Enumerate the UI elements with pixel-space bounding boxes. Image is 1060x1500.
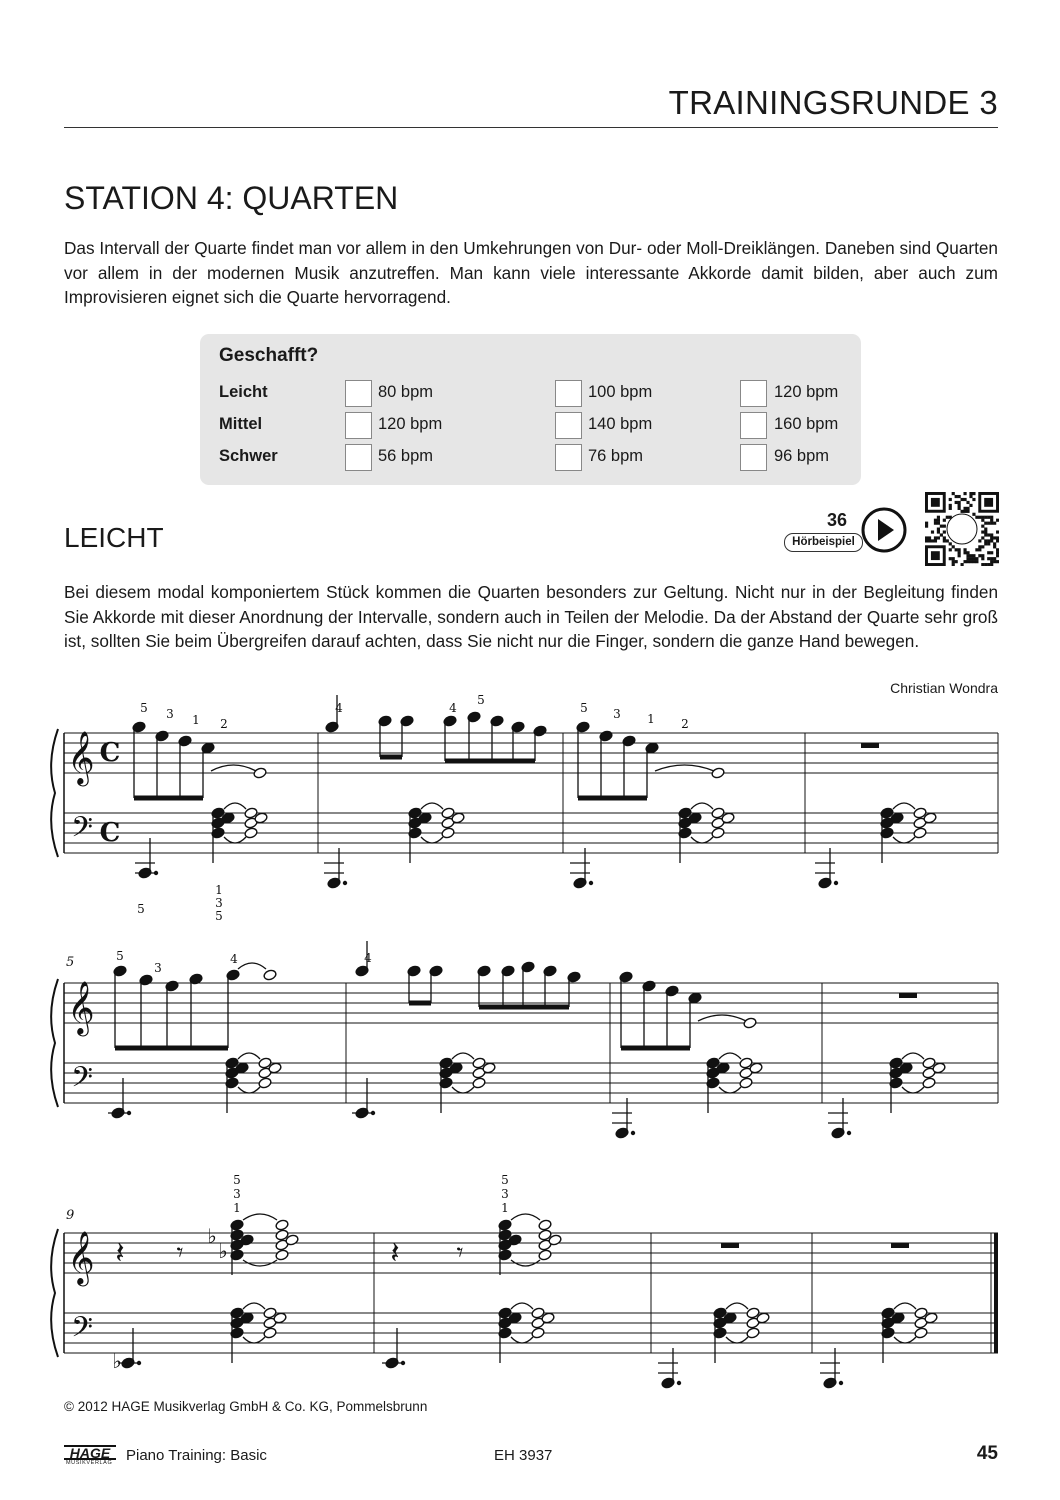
fingering: 1 — [215, 883, 223, 897]
tie — [894, 1303, 916, 1309]
tie — [511, 1337, 533, 1343]
fingering: 2 — [220, 717, 228, 731]
publisher-logo — [64, 1445, 116, 1467]
fingering: 3 — [166, 707, 174, 721]
row-label-mittel: Mittel — [219, 415, 263, 433]
note-head — [538, 1219, 552, 1231]
intro-paragraph: Das Intervall der Quarte findet man vor allem in den Umkehrungen von Dur- oder Moll-Dreiklängen. Daneben sind Quarten vor allem in der modernen Musik anzutreffen. Man kann viele interessante Akkorde damit bilden, aber auch zum Improvisieren eignet sich die Quarte hervorragend. — [64, 238, 998, 307]
tie — [243, 1337, 265, 1343]
tie — [902, 1053, 924, 1059]
treble-clef-icon: 𝄞 — [67, 980, 95, 1034]
quarter-rest: 𝄽 — [390, 1236, 400, 1271]
dot — [631, 1131, 635, 1135]
tie — [238, 1053, 260, 1059]
dot — [677, 1381, 681, 1385]
publisher-logo-text: HAGE — [64, 1445, 116, 1460]
flat-sign: ♭ — [218, 1239, 228, 1263]
note-head — [743, 1017, 757, 1029]
note-head — [275, 1249, 289, 1261]
treble-clef-icon: 𝄞 — [67, 1230, 95, 1284]
section-title: LEICHT — [64, 522, 164, 553]
fingering: 1 — [192, 713, 200, 727]
fingering: 2 — [681, 717, 689, 731]
whole-rest — [721, 1243, 739, 1248]
fingering: 5 — [233, 1173, 241, 1187]
row-label-leicht: Leicht — [219, 383, 268, 401]
fingering: 1 — [501, 1201, 509, 1215]
eighth-rest: 𝄾 — [456, 1238, 464, 1268]
whole-rest — [891, 1243, 909, 1248]
fingering: 3 — [233, 1187, 241, 1201]
tie — [511, 1214, 540, 1220]
tempo-label: 56 bpm — [378, 447, 434, 465]
tie — [238, 963, 266, 969]
brace — [51, 729, 58, 857]
fingering: 4 — [335, 701, 343, 715]
bass-clef-icon: 𝄢 — [71, 1311, 93, 1351]
tie — [719, 1087, 741, 1093]
fingering: 5 — [215, 909, 223, 923]
fingering: 3 — [501, 1187, 509, 1201]
measure-number: 9 — [66, 1208, 75, 1223]
tempo-label: 140 bpm — [588, 415, 653, 433]
composer-name: Christian Wondra — [890, 680, 998, 696]
tie — [893, 837, 915, 843]
note-head — [275, 1219, 289, 1231]
edition-code: EH 3937 — [494, 1447, 553, 1464]
tie — [238, 1087, 260, 1093]
progress-box-title: Geschafft? — [219, 345, 319, 366]
dot — [589, 881, 593, 885]
tie — [691, 803, 713, 809]
book-title: Piano Training: Basic — [126, 1447, 267, 1464]
brace — [51, 1229, 58, 1357]
copyright-notice: © 2012 HAGE Musikverlag GmbH & Co. KG, Pommelsbrunn — [64, 1399, 428, 1414]
tie — [224, 837, 246, 843]
tempo-label: 120 bpm — [774, 383, 839, 401]
note-head — [263, 969, 277, 981]
fingering: 5 — [116, 949, 124, 963]
tie — [893, 803, 915, 809]
tie — [726, 1303, 748, 1309]
dot — [343, 881, 347, 885]
tie — [452, 1053, 474, 1059]
tie — [698, 1015, 746, 1021]
fingering: 3 — [154, 961, 162, 975]
tie — [224, 803, 246, 809]
section-description: Bei diesem modal komponiertem Stück kommen die Quarten besonders zur Geltung. Nicht nur in der Begleitung finden Sie Akkorde mit dieser Anordnung der Intervalle, sondern auch in Teilen der Melodie. Da der Abstand der Quarte sehr groß ist, sollten Sie beim Übergreifen darauf achten, dass Sie nicht nur die Finger, sondern die ganze Hand bewegen. — [64, 582, 998, 651]
fingering: 4 — [449, 701, 457, 715]
row-label-schwer: Schwer — [219, 447, 278, 465]
fingering: 3 — [215, 896, 223, 910]
whole-rest — [899, 993, 917, 998]
dot — [847, 1131, 851, 1135]
audio-track-number: 36 — [827, 510, 848, 530]
bass-clef-icon: 𝄢 — [71, 1061, 93, 1101]
measure-number: 5 — [66, 955, 75, 970]
station-title: STATION 4: QUARTEN — [64, 180, 399, 216]
fingering: 4 — [364, 951, 372, 965]
fingering: 5 — [477, 693, 485, 707]
dot — [834, 881, 838, 885]
time-signature: C — [99, 738, 121, 768]
time-signature: C — [99, 818, 121, 848]
tie — [421, 803, 443, 809]
tie — [511, 1303, 533, 1309]
tie — [243, 1214, 277, 1220]
note-head — [253, 767, 267, 779]
audio-example-label: Hörbeispiel — [784, 533, 863, 552]
tie — [211, 765, 256, 771]
fingering: 5 — [580, 701, 588, 715]
tempo-label: 120 bpm — [378, 415, 443, 433]
fingering: 4 — [230, 952, 238, 966]
whole-rest — [861, 743, 879, 748]
note-head — [711, 767, 725, 779]
tie — [452, 1087, 474, 1093]
publisher-logo-sub: MUSIKVERLAG — [66, 1460, 113, 1466]
tie — [655, 765, 714, 771]
page-number: 45 — [976, 1443, 998, 1464]
note-head — [538, 1249, 552, 1261]
page-header-title: TRAININGSRUNDE 3 — [668, 84, 998, 121]
tempo-label: 76 bpm — [588, 447, 644, 465]
tempo-label: 160 bpm — [774, 415, 839, 433]
treble-clef-icon: 𝄞 — [67, 730, 95, 784]
brace — [51, 979, 58, 1107]
tie — [902, 1087, 924, 1093]
tie — [726, 1337, 748, 1343]
flat-sign: ♭ — [112, 1349, 122, 1373]
bass-clef-icon: 𝄢 — [71, 811, 93, 851]
dot — [839, 1381, 843, 1385]
fingering: 3 — [613, 707, 621, 721]
tempo-label: 100 bpm — [588, 383, 653, 401]
flat-sign: ♭ — [207, 1224, 217, 1248]
tie — [243, 1303, 265, 1309]
tempo-label: 96 bpm — [774, 447, 830, 465]
eighth-rest: 𝄾 — [176, 1238, 184, 1268]
tie — [719, 1053, 741, 1059]
tie — [421, 837, 443, 843]
fingering: 5 — [140, 701, 148, 715]
tie — [894, 1337, 916, 1343]
fingering: 1 — [647, 712, 655, 726]
tempo-label: 80 bpm — [378, 383, 434, 401]
tie — [691, 837, 713, 843]
fingering: 5 — [501, 1173, 509, 1187]
fingering: 1 — [233, 1201, 241, 1215]
fingering: 5 — [137, 902, 145, 916]
quarter-rest: 𝄽 — [115, 1236, 125, 1271]
